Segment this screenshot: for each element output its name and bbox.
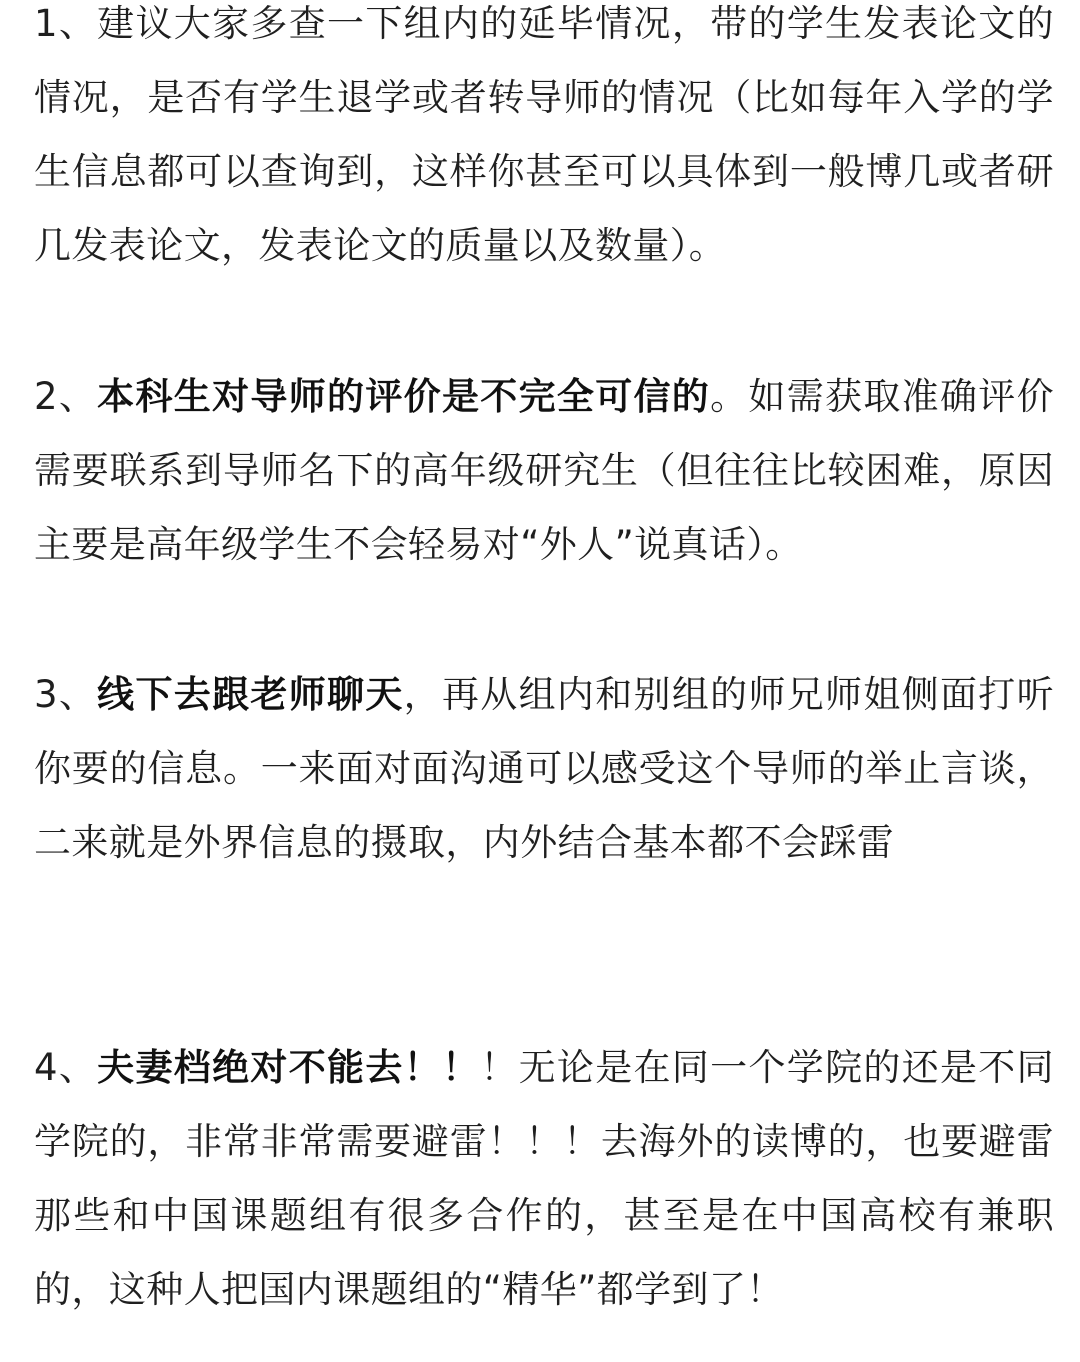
paragraph-2-text: 。如需获取准确评价需要联系到导师名下的高年级研究生（但往往比较困难，原因主要是高年级学生不会轻易对“外人”说真话）。 (34, 375, 1054, 566)
paragraph-3-text: ，再从组内和别组的师兄师姐侧面打听你要的信息。一来面对面沟通可以感受这个导师的举止言谈，二来就是外界信息的摄取，内外结合基本都不会踩雷 (34, 673, 1055, 864)
paragraph-2-number: 2、 (34, 375, 98, 418)
paragraph-1 (34, 0, 1054, 283)
paragraph-4-emphasis: 夫妻档绝对不能去！！ (97, 1046, 481, 1089)
paragraph-4-number: 4、 (34, 1046, 98, 1089)
paragraph-4-text: ！无论是在同一个学院的还是不同学院的，非常非常需要避雷！！！去海外的读博的，也要避雷那些和中国课题组有很多合作的，甚至是在中国高校有兼职的，这种人把国内课题组的“精华”都学到了！ (34, 1046, 1055, 1311)
paragraph-3-number: 3、 (34, 673, 98, 716)
paragraph-4 (34, 1031, 1054, 1327)
paragraph-3 (34, 658, 1054, 880)
paragraph-1-text: 建议大家多查一下组内的延毕情况，带的学生发表论文的情况，是否有学生退学或者转导师的情况（比如每年入学的学生信息都可以查询到，这样你甚至可以具体到一般博几或者研几发表论文，发表论文的质量以及数量）。 (34, 2, 1055, 267)
paragraph-2-emphasis: 本科生对导师的评价是不完全可信的 (97, 375, 711, 418)
paragraph-2 (34, 360, 1054, 582)
paragraph-3-emphasis: 线下去跟老师聊天 (97, 673, 404, 716)
paragraph-1-number: 1、 (34, 2, 98, 45)
